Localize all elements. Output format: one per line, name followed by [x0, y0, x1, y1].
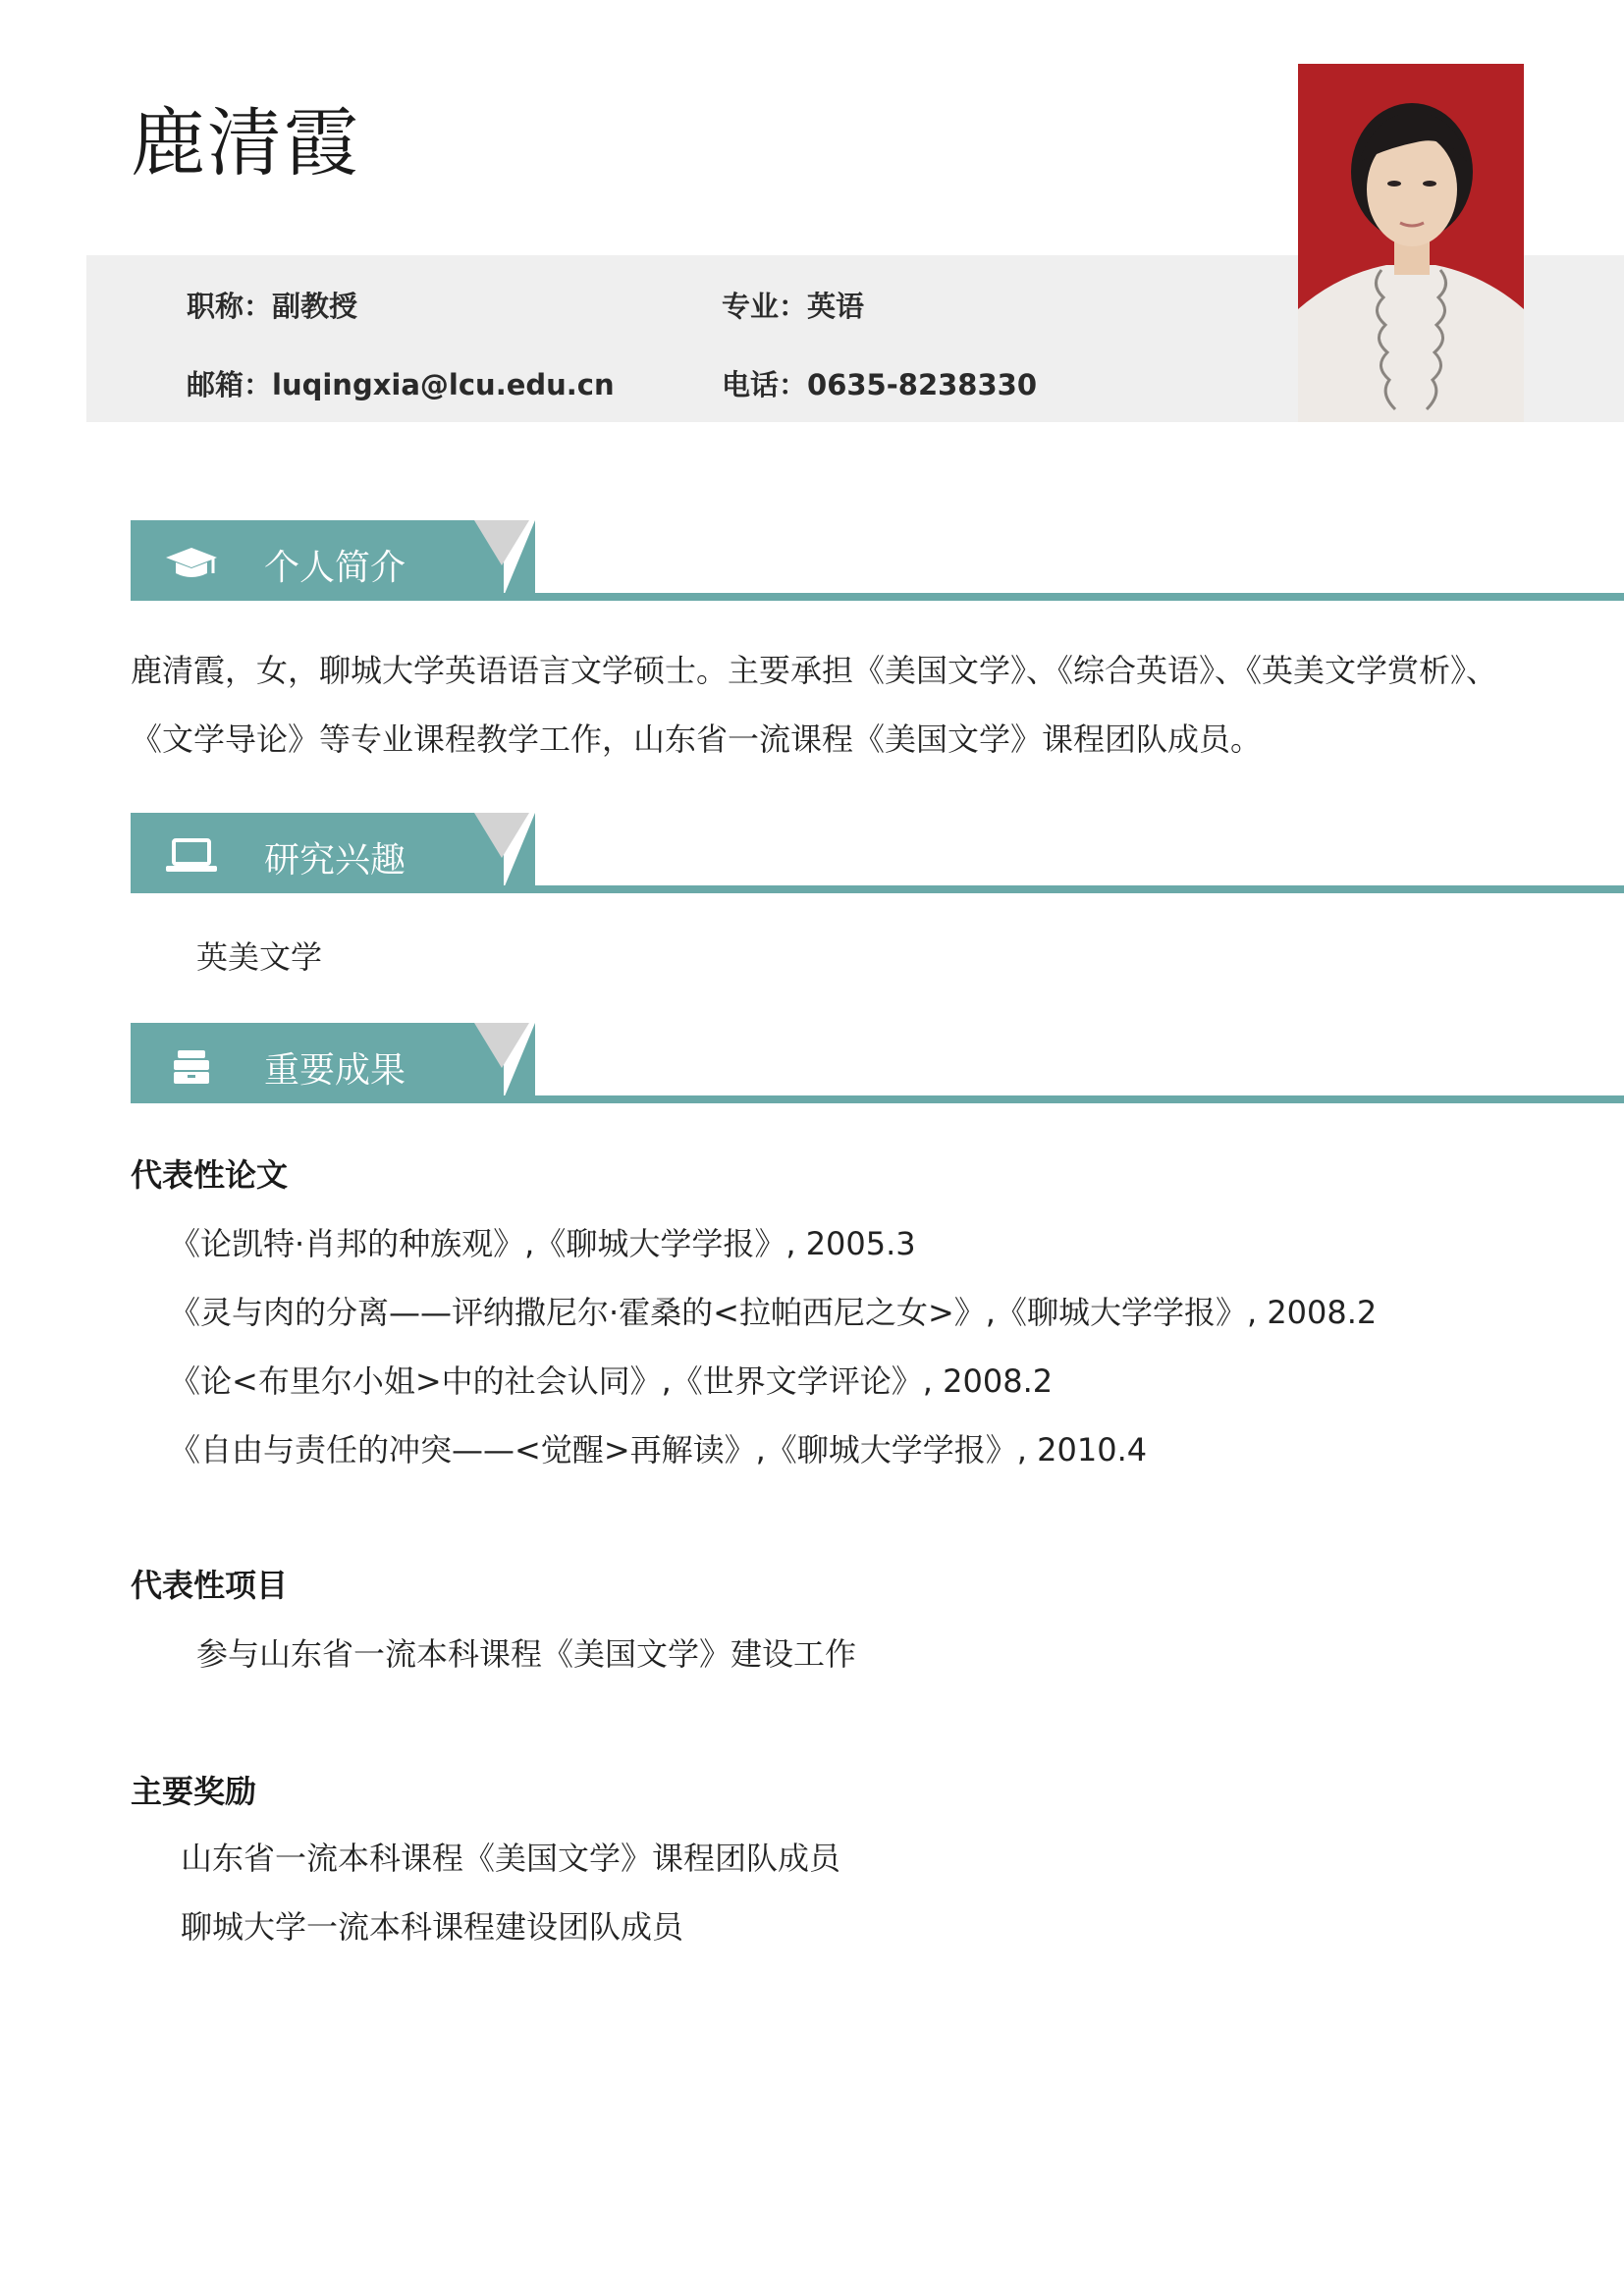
- award-item: 山东省一流本科课程《美国文学》课程团队成员: [181, 1840, 841, 1877]
- phone-value: 0635-8238330: [807, 368, 1038, 401]
- title-value: 副教授: [272, 290, 358, 323]
- research-item: 英美文学: [196, 938, 323, 976]
- email-value: luqingxia@lcu.edu.cn: [272, 368, 615, 401]
- section-header-intro: [131, 520, 1624, 601]
- title-label: 职称：: [187, 290, 273, 323]
- major-value: 英语: [807, 290, 865, 323]
- portrait-photo: [1298, 64, 1524, 422]
- awards-heading: 主要奖励: [131, 1773, 257, 1810]
- section-title-intro: 个人简介: [264, 548, 406, 588]
- section-triangle: [474, 813, 529, 858]
- info-email: [187, 363, 615, 403]
- paper-item: 《论凯特·肖邦的种族观》,《聊城大学学报》, 2005.3: [169, 1225, 916, 1262]
- award-item: 聊城大学一流本科课程建设团队成员: [181, 1908, 684, 1946]
- info-phone: [722, 363, 1037, 403]
- project-item: 参与山东省一流本科课程《美国文学》建设工作: [196, 1635, 857, 1673]
- graduation-cap-icon: [162, 544, 221, 583]
- laptop-icon: [162, 836, 221, 876]
- person-name: 鹿清霞: [131, 99, 360, 187]
- intro-line-1: 鹿清霞，女，聊城大学英语语言文学硕士。主要承担《美国文学》、《综合英语》、《英美文学赏析》、: [131, 652, 1498, 689]
- major-label: 专业：: [722, 290, 808, 323]
- info-title: [187, 285, 357, 325]
- portrait-illustration: [1298, 64, 1524, 422]
- section-title-research: 研究兴趣: [264, 840, 406, 881]
- paper-item: 《灵与肉的分离——评纳撒尼尔·霍桑的<拉帕西尼之女>》,《聊城大学学报》, 2008.2: [169, 1294, 1378, 1331]
- section-triangle: [474, 1023, 529, 1068]
- email-label: 邮箱：: [187, 368, 273, 401]
- section-header-achievements: [131, 1023, 1624, 1103]
- section-triangle: [474, 520, 529, 565]
- section-title-achievements: 重要成果: [264, 1050, 406, 1091]
- papers-heading: 代表性论文: [131, 1156, 289, 1194]
- info-major: [722, 285, 864, 325]
- phone-label: 电话：: [722, 368, 808, 401]
- projects-heading: 代表性项目: [131, 1567, 289, 1604]
- intro-line-2: 《文学导论》等专业课程教学工作，山东省一流课程《美国文学》课程团队成员。: [131, 721, 1263, 758]
- paper-item: 《论<布里尔小姐>中的社会认同》,《世界文学评论》, 2008.2: [169, 1362, 1054, 1400]
- archive-box-icon: [162, 1046, 221, 1086]
- paper-item: 《自由与责任的冲突——<觉醒>再解读》,《聊城大学学报》, 2010.4: [169, 1431, 1148, 1468]
- section-header-research: [131, 813, 1624, 893]
